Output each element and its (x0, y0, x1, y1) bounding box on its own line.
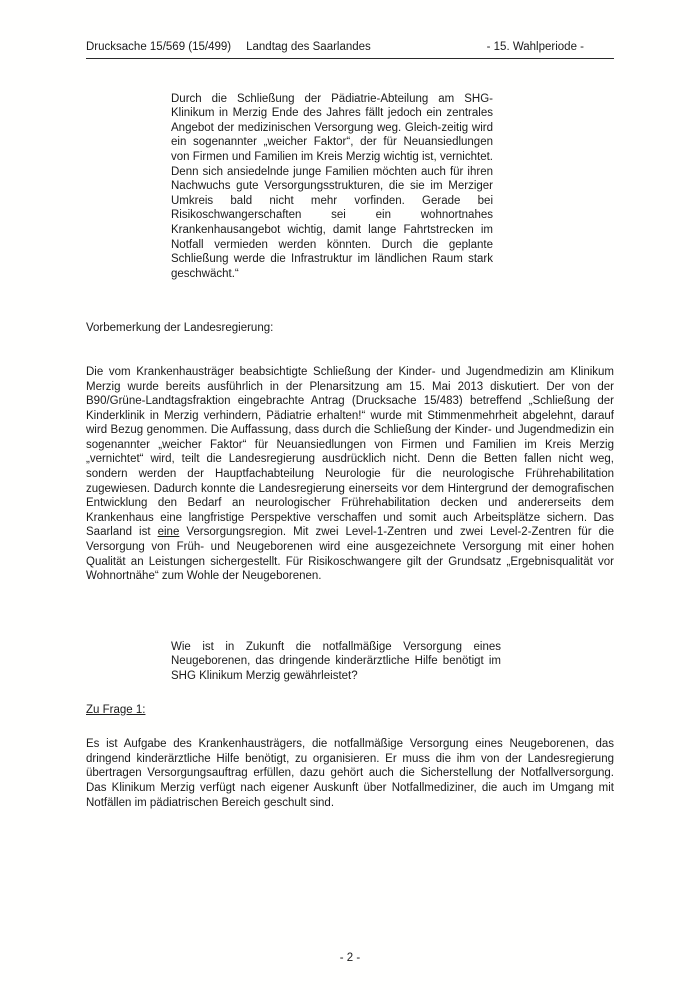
paragraph-text-part1: Die vom Krankenhausträger beabsichtigte Schließung der Kinder- und Jugendmedizin am Klinikum Merzig wurde bereits ausführlich in der Plenarsitzung am 15. Mai 2013 diskutiert. Der von der B90/Grüne-Landtagsfraktion eingebrachte Antrag (Drucksache 15/483) betreffend „Schließung der Kinderklinik in Merzig verhindern, Pädiatrie erhalten!“ wurde mit Stimmenmehrheit abgelehnt, darauf wird Bezug genommen. Die Auffassung, dass durch die Schließung der Kinder- und Jugendmedizin ein sogenannter „weicher Faktor“ für Neuansiedlungen von Firmen und Familien im Kreis Merzig „vernichtet“ wird, teilt die Landesregierung ausdrücklich nicht. Denn die Betten fallen nicht weg, sondern werden der Hauptfachabteilung Neurologie für die neurologische Frührehabilitation zugewiesen. Dadurch konnte die Landesregierung einerseits vor dem Hintergrund der demografischen Entwicklung den Bedarf an neurologischer Frührehabilitation decken und andererseits dem Krankenhaus eine langfristige Perspektive verschaffen und somit auch Arbeitsplätze sichern. Das Saarland ist (86, 365, 614, 539)
header-parliament-title: Landtag des Saarlandes (246, 41, 371, 53)
quote-block: Durch die Schließung der Pädiatrie-Abteilung am SHG-Klinikum in Merzig Ende des Jahres fällt jedoch ein zentrales Angebot der medizinischen Versorgung weg. Gleich-zeitig wird ein sogenannter „weicher Faktor“, der für Neuansiedlungen von Firmen und Familien im Kreis Merzig wichtig ist, vernichtet. Denn sich ansiedelnde junge Familien möchten auch für ihren Nachwuchs gute Versorgungsstrukturen, die sie im Merziger Umkreis bald nicht mehr vorfinden. Gerade bei Risikoschwangerschaften sei ein wohnortnahes Krankenhausangebot wichtig, damit lange Fahrtstrecken im Notfall vermieden werden könnten. Durch die geplante Schließung werde die Infrastruktur im ländlichen Raum stark geschwächt.“ (171, 92, 493, 280)
header-doc-number: Drucksache 15/569 (15/499) (86, 41, 232, 53)
page-number: - 2 - (339, 952, 361, 965)
preliminary-remark-heading: Vorbemerkung der Landesregierung: (86, 322, 274, 335)
preliminary-remark-paragraph (86, 365, 614, 584)
question-block: Wie ist in Zukunft die notfallmäßige Versorgung eines Neugeborenen, das dringende kinderärztliche Hilfe benötigt im SHG Klinikum Merzig gewährleistet? (171, 640, 501, 682)
paragraph-text-part2: Versorgungsregion. Mit zwei Level-1-Zentren und zwei Level-2-Zentren für die Versorgung von Früh- und Neugeborenen wird eine ausgezeichnete Versorgung mit einer hohen Qualität an Leistungen sichergestellt. Für Risikoschwangere gilt der Grundsatz „Ergebnisqualität vor Wohnortnähe“ zum Wohle der Neugeborenen. (86, 526, 614, 583)
header-legislative-period: - 15. Wahlperiode - (486, 41, 584, 53)
page-header (86, 40, 614, 59)
answer-paragraph: Es ist Aufgabe des Krankenhausträgers, die notfallmäßige Versorgung eines Neugeborenen, das dringend kinderärztliche Hilfe benötigt, zu organisieren. Er muss die ihm von der Landesregierung übertragen Versorgungsauftrag erfüllen, dazu gehört auch die Sicherstellung der Notfallversorgung. Das Klinikum Merzig verfügt nach eigener Auskunft über Notfallmediziner, die auch im Umgang mit Notfällen im pädiatrischen Bereich geschult sind. (86, 738, 614, 809)
answer-heading: Zu Frage 1: (86, 703, 146, 716)
emphasized-word: eine (157, 526, 180, 539)
